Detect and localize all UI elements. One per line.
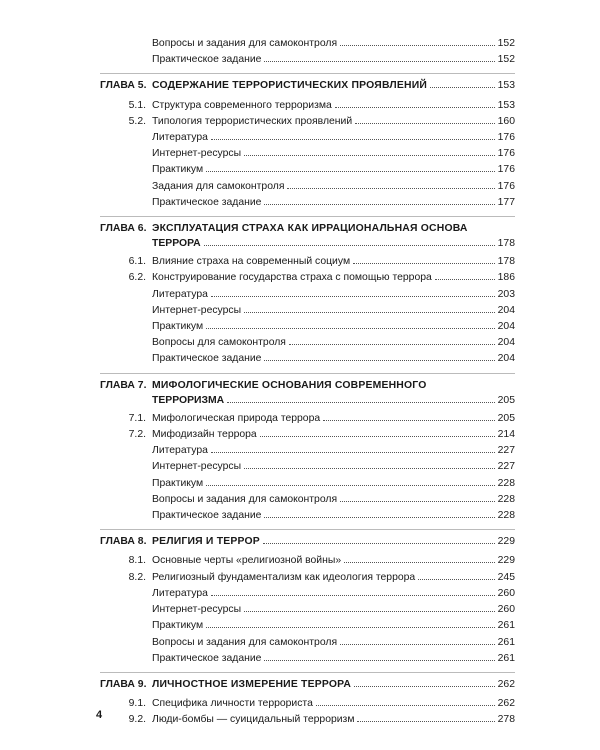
toc-item[interactable] <box>100 508 515 524</box>
chapter-heading-page: 262 <box>497 678 515 690</box>
toc-item-page: 228 <box>497 477 515 489</box>
dot-leader <box>335 107 495 108</box>
toc-item[interactable] <box>100 635 515 651</box>
section-entry-number: 8.2. <box>128 571 146 583</box>
toc-item[interactable] <box>100 179 515 195</box>
toc-item-page: 204 <box>497 321 515 333</box>
toc-item-title: Литература <box>152 132 208 144</box>
dot-leader <box>211 595 495 596</box>
toc-item-title: Практикум <box>152 477 204 489</box>
toc-item[interactable] <box>100 130 515 146</box>
section-entry[interactable] <box>100 98 515 114</box>
section-entry-page: 186 <box>497 272 515 284</box>
section-entry[interactable] <box>100 553 515 569</box>
toc-item[interactable] <box>100 36 515 52</box>
dot-leader <box>260 436 495 437</box>
dot-leader <box>264 204 495 205</box>
section-entry[interactable] <box>100 411 515 427</box>
toc-item-page: 261 <box>497 636 515 648</box>
toc-item[interactable] <box>100 651 515 667</box>
dot-leader <box>435 279 495 280</box>
dot-leader <box>340 644 495 645</box>
dot-leader <box>244 155 495 156</box>
toc-item-page: 152 <box>497 54 515 66</box>
section-entry-number: 9.2. <box>128 714 146 726</box>
toc-item-page: 177 <box>497 196 515 208</box>
dot-leader <box>263 543 495 544</box>
toc-item[interactable] <box>100 319 515 335</box>
section-entry-title: Религиозный фундаментализм как идеология террора <box>152 571 416 583</box>
section-entry-number: 5.2. <box>128 115 146 127</box>
dot-leader <box>244 468 495 469</box>
dot-leader <box>287 188 495 189</box>
toc-item-title: Практикум <box>152 620 204 632</box>
dot-leader <box>354 686 495 687</box>
section-entry-number: 6.2. <box>128 272 146 284</box>
dot-leader <box>355 123 495 124</box>
toc-item-page: 204 <box>497 353 515 365</box>
section-entry-number: 5.1. <box>128 99 146 111</box>
dot-leader <box>211 452 495 453</box>
toc-item[interactable] <box>100 146 515 162</box>
dot-leader <box>418 579 495 580</box>
dot-leader <box>316 705 495 706</box>
toc-item-title: Вопросы для самоконтроля <box>152 337 286 349</box>
chapter-heading-number: ГЛАВА 8. <box>100 536 147 548</box>
dot-leader <box>206 328 495 329</box>
toc-item[interactable] <box>100 443 515 459</box>
toc-item-title: Практическое задание <box>152 196 262 208</box>
section-entry[interactable] <box>100 712 515 728</box>
section-entry-title: Основные черты «религиозной войны» <box>152 555 342 567</box>
chapter-block <box>100 378 515 525</box>
toc-item-page: 227 <box>497 461 515 473</box>
toc-item[interactable] <box>100 303 515 319</box>
section-entry-number: 8.1. <box>128 555 146 567</box>
toc-item-title: Литература <box>152 445 208 457</box>
toc-item-page: 204 <box>497 337 515 349</box>
dot-leader <box>264 61 495 62</box>
dot-leader <box>206 485 495 486</box>
toc-item-page: 228 <box>497 493 515 505</box>
dot-leader <box>344 562 495 563</box>
toc-item-title: Задания для самоконтроля <box>152 180 285 192</box>
section-entry-page: 262 <box>497 698 515 710</box>
toc-item-page: 176 <box>497 180 515 192</box>
section-entry[interactable] <box>100 270 515 286</box>
chapter-heading-title: ЛИЧНОСТНОЕ ИЗМЕРЕНИЕ ТЕРРОРА <box>152 678 352 690</box>
dot-leader <box>340 501 495 502</box>
section-entry[interactable] <box>100 114 515 130</box>
chapter-heading-page: 153 <box>497 80 515 92</box>
section-entry-number: 7.2. <box>128 429 146 441</box>
toc-item-page: 152 <box>497 38 515 49</box>
chapter-separator <box>100 216 515 217</box>
chapter-heading[interactable] <box>100 78 515 94</box>
section-entry-title: Мифологическая природа террора <box>152 412 321 424</box>
toc-item[interactable] <box>100 52 515 68</box>
dot-leader <box>353 263 495 264</box>
section-entry-page: 229 <box>497 555 515 567</box>
toc-item-page: 228 <box>497 510 515 522</box>
section-entry-number: 7.1. <box>128 412 146 424</box>
chapter-heading[interactable] <box>100 677 515 693</box>
dot-leader <box>211 296 495 297</box>
section-entry-title: Структура современного терроризма <box>152 99 332 111</box>
table-of-contents <box>100 36 515 729</box>
dot-leader <box>264 517 495 518</box>
chapter-page: 178 <box>497 238 515 250</box>
chapter-heading-number: ГЛАВА 9. <box>100 678 147 690</box>
toc-item-title: Практикум <box>152 321 204 333</box>
chapter-heading-title: СОДЕРЖАНИЕ ТЕРРОРИСТИЧЕСКИХ ПРОЯВЛЕНИЙ <box>152 80 428 92</box>
toc-item-title: Практическое задание <box>152 652 262 664</box>
toc-item-title: Литература <box>152 587 208 599</box>
toc-item-title: Интернет-ресурсы <box>152 148 242 160</box>
dot-leader <box>211 139 495 140</box>
toc-item-page: 260 <box>497 604 515 616</box>
dot-leader <box>244 312 495 313</box>
section-entry-page: 153 <box>497 99 515 111</box>
section-entry-title: Специфика личности террориста <box>152 698 313 710</box>
section-entry-number: 6.1. <box>128 256 146 268</box>
toc-item-page: 261 <box>497 620 515 632</box>
section-entry-title: Мифодизайн террора <box>152 429 257 441</box>
section-entry[interactable] <box>100 570 515 586</box>
section-entry-number: 9.1. <box>128 698 146 710</box>
chapter-separator <box>100 672 515 673</box>
section-entry-page: 278 <box>497 714 515 726</box>
chapter-label: ГЛАВА 6. <box>100 223 147 235</box>
section-entry[interactable] <box>100 696 515 712</box>
toc-item-title: Вопросы и задания для самоконтроля <box>152 493 338 505</box>
chapter-heading[interactable] <box>100 378 515 394</box>
toc-item-page: 227 <box>497 445 515 457</box>
toc-item[interactable] <box>100 162 515 178</box>
section-entry-page: 205 <box>497 412 515 424</box>
toc-item-page: 176 <box>497 164 515 176</box>
toc-item-page: 204 <box>497 304 515 316</box>
chapter-block <box>100 221 515 368</box>
toc-item[interactable] <box>100 586 515 602</box>
toc-item[interactable] <box>100 476 515 492</box>
toc-item[interactable] <box>100 459 515 475</box>
dot-leader <box>244 611 495 612</box>
section-entry-page: 245 <box>497 571 515 583</box>
page-number: 4 <box>96 709 103 721</box>
toc-item-title: Вопросы и задания для самоконтроля <box>152 636 338 648</box>
chapter-heading-title: РЕЛИГИЯ И ТЕРРОР <box>152 536 260 548</box>
toc-item-title: Интернет-ресурсы <box>152 461 242 473</box>
chapter-block <box>100 677 515 729</box>
section-entry[interactable] <box>100 427 515 443</box>
chapter-heading-continued[interactable] <box>100 394 515 408</box>
dot-leader <box>264 360 495 361</box>
chapter-title: ЭКСПЛУАТАЦИЯ СТРАХА КАК ИРРАЦИОНАЛЬНАЯ ОСНОВА <box>152 223 468 235</box>
chapter-separator <box>100 373 515 374</box>
dot-leader <box>264 660 495 661</box>
toc-item-title: Литература <box>152 288 208 300</box>
toc-item[interactable] <box>100 351 515 367</box>
toc-item-title: Практическое задание <box>152 54 262 66</box>
dot-leader <box>227 402 495 403</box>
chapter-separator <box>100 529 515 530</box>
dot-leader <box>340 45 495 46</box>
section-entry-title: Влияние страха на современный социум <box>152 256 351 268</box>
chapter-title-line2: ТЕРРОРА <box>152 238 201 250</box>
section-entry-title: Типология террористических проявлений <box>152 115 353 127</box>
dot-leader <box>357 721 495 722</box>
dot-leader <box>323 420 495 421</box>
toc-item[interactable] <box>100 618 515 634</box>
chapter-block <box>100 78 515 211</box>
chapter-heading[interactable] <box>100 534 515 550</box>
dot-leader <box>206 627 495 628</box>
section-entry-page: 214 <box>497 429 515 441</box>
dot-leader <box>289 344 495 345</box>
section-entry-title: Конструирование государства страха с помощью террора <box>152 272 432 284</box>
toc-item-page: 176 <box>497 148 515 160</box>
chapter-title-line2: ТЕРРОРИЗМА <box>152 394 225 406</box>
toc-item-title: Практикум <box>152 164 204 176</box>
toc-item-title: Интернет-ресурсы <box>152 604 242 616</box>
dot-leader <box>430 87 495 88</box>
dot-leader <box>206 171 495 172</box>
chapter-label: ГЛАВА 7. <box>100 379 147 391</box>
section-entry[interactable] <box>100 254 515 270</box>
toc-item-page: 203 <box>497 288 515 300</box>
toc-item-title: Вопросы и задания для самоконтроля <box>152 38 338 49</box>
section-entry-page: 178 <box>497 256 515 268</box>
toc-item[interactable] <box>100 492 515 508</box>
toc-item-title: Практическое задание <box>152 353 262 365</box>
section-entry-page: 160 <box>497 115 515 127</box>
toc-item-page: 176 <box>497 132 515 144</box>
chapter-title: МИФОЛОГИЧЕСКИЕ ОСНОВАНИЯ СОВРЕМЕННОГО <box>152 379 427 391</box>
toc-item[interactable] <box>100 195 515 211</box>
chapter-separator <box>100 73 515 74</box>
toc-item[interactable] <box>100 335 515 351</box>
toc-item-title: Интернет-ресурсы <box>152 304 242 316</box>
toc-item[interactable] <box>100 602 515 618</box>
chapter-heading-continued[interactable] <box>100 237 515 251</box>
section-entry-title: Люди-бомбы — суицидальный терроризм <box>152 714 355 726</box>
toc-item-page: 260 <box>497 587 515 599</box>
chapter-heading-number: ГЛАВА 5. <box>100 80 147 92</box>
toc-item[interactable] <box>100 287 515 303</box>
chapter-page: 205 <box>497 394 515 406</box>
toc-item-page: 261 <box>497 652 515 664</box>
toc-item-title: Практическое задание <box>152 510 262 522</box>
chapter-block <box>100 534 515 667</box>
dot-leader <box>204 245 495 246</box>
chapter-heading[interactable] <box>100 221 515 237</box>
chapter-heading-page: 229 <box>497 536 515 548</box>
